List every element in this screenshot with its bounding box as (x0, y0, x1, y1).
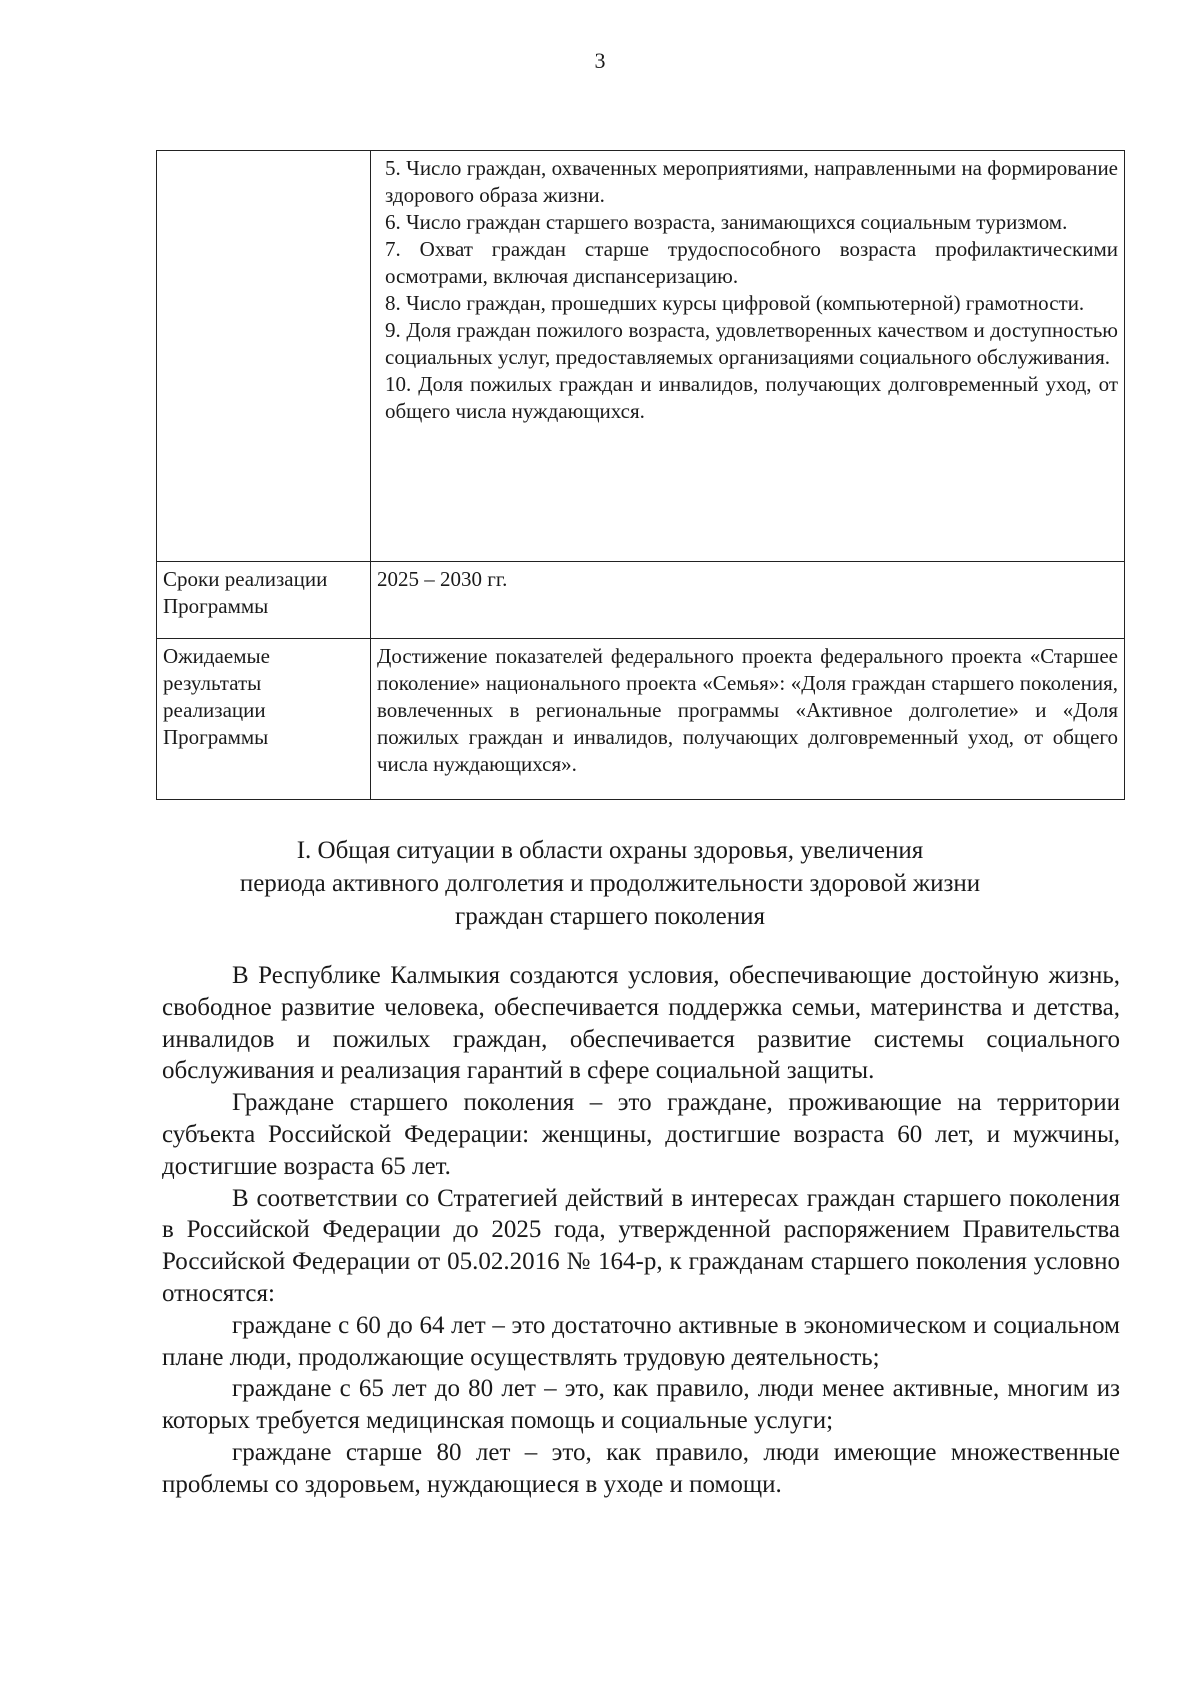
paragraph: В Республике Калмыкия создаются условия, обеспечивающие достойную жизнь, свободное развитие человека, обеспечивается поддержка семьи, материнства и детства, инвалидов и пожилых граждан, обеспечивается развитие системы социального обслуживания и реализация гарантий в сфере социальной защиты. (162, 962, 1120, 1085)
indicator-item: 10. Доля пожилых граждан и инвалидов, получающих долговременный уход, от общего числа нуждающихся. (385, 372, 1118, 423)
section-title-line: граждан старшего поколения (455, 903, 765, 930)
indicator-item: 6. Число граждан старшего возраста, занимающихся социальным туризмом. (385, 210, 1068, 234)
terms-value: 2025 – 2030 гг. (371, 562, 1125, 639)
body-text (162, 960, 1120, 1501)
page-number: 3 (594, 48, 606, 73)
indicator-item: 7. Охват граждан старше трудоспособного возраста профилактическими осмотрами, включая диспансеризацию. (385, 237, 1118, 288)
indicator-item: 5. Число граждан, охваченных мероприятиями, направленными на формирование здорового образа жизни. (385, 156, 1118, 207)
table-row-results (157, 639, 1125, 800)
section-title-line: I. Общая ситуации в области охраны здоровья, увеличения (296, 837, 924, 864)
paragraph: Граждане старшего поколения – это граждане, проживающие на территории субъекта Российской Федерации: женщины, достигшие возраста 60 лет, и мужчины, достигшие возраста 65 лет. (162, 1089, 1120, 1180)
table-row-terms (157, 562, 1125, 639)
table-row-indicators (157, 151, 1125, 562)
paragraph: В соответствии со Стратегией действий в интересах граждан старшего поколения в Российской Федерации до 2025 года, утвержденной распоряжением Правительства Российской Федерации от 05.02.2016 № 164-р, к гражданам старшего поколения условно относятся: (162, 1184, 1120, 1307)
section-title-line: периода активного долголетия и продолжительности здоровой жизни (239, 870, 981, 897)
program-passport-table (156, 150, 1125, 800)
indicator-item: 8. Число граждан, прошедших курсы цифровой (компьютерной) грамотности. (385, 291, 1085, 315)
paragraph: граждане с 60 до 64 лет – это достаточно активные в экономическом и социальном плане люди, продолжающие осуществлять трудовую деятельность; (162, 1311, 1120, 1371)
indicators-label-cell (157, 151, 371, 562)
results-value: Достижение показателей федерального проекта федерального проекта «Старшее поколение» национального проекта «Семья»: «Доля граждан старшего поколения, вовлеченных в региональные программы «Активное долголетие» и «Доля пожилых граждан и инвалидов, получающих долговременный уход, от общего числа нуждающихся». (371, 639, 1125, 800)
results-label: Ожидаемые результаты реализации Программы (157, 639, 371, 800)
paragraph: граждане старше 80 лет – это, как правило, люди имеющие множественные проблемы со здоровьем, нуждающиеся в уходе и помощи. (162, 1438, 1120, 1498)
indicator-item: 9. Доля граждан пожилого возраста, удовлетворенных качеством и доступностью социальных услуг, предоставляемых организациями социального обслуживания. (385, 318, 1118, 369)
indicators-list-cell (371, 151, 1125, 562)
paragraph: граждане с 65 лет до 80 лет – это, как правило, люди менее активные, многим из которых требуется медицинская помощь и социальные услуги; (162, 1375, 1120, 1435)
terms-label: Сроки реализации Программы (157, 562, 371, 639)
section-title (180, 834, 1040, 933)
